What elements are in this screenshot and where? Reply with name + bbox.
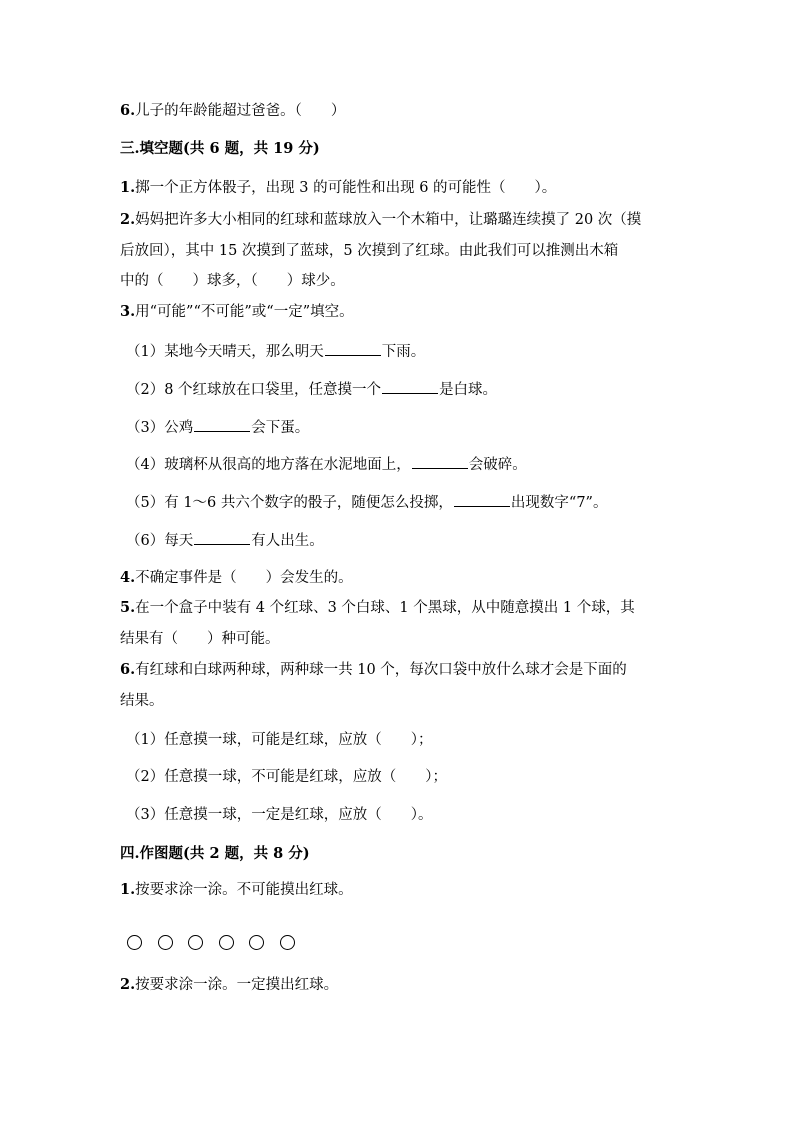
q3-item-2 — [126, 379, 497, 399]
question-number: 6. — [120, 661, 136, 678]
fill-question-6-line-2: 结果。 — [120, 693, 164, 709]
question-text: 掷一个正方体骰子，出现 3 的可能性和出现 6 的可能性（ ）。 — [135, 180, 557, 196]
question-number: 2. — [120, 976, 136, 993]
question-number: 4. — [120, 569, 136, 586]
q6-item-3: （3）任意摸一球，一定是红球，应放（ ）。 — [126, 807, 433, 823]
item-text: 是白球。 — [439, 382, 498, 398]
item-text: （3）公鸡 — [126, 420, 194, 436]
answer-blank[interactable] — [194, 417, 250, 432]
fill-question-5-line-2: 结果有（ ）种可能。 — [120, 631, 280, 647]
question-text: 按要求涂一涂。一定摸出红球。 — [135, 977, 339, 993]
answer-blank[interactable] — [194, 530, 250, 545]
answer-blank[interactable] — [412, 454, 468, 469]
answer-blank[interactable] — [454, 492, 510, 507]
ball-circles-row — [127, 934, 311, 952]
ball-circle[interactable] — [188, 935, 203, 950]
q6-item-1: （1）任意摸一球，可能是红球，应放（ ）； — [126, 732, 433, 748]
question-text: 不确定事件是（ ）会发生的。 — [135, 570, 353, 586]
q3-item-4 — [126, 454, 527, 474]
q3-item-6 — [126, 530, 324, 550]
fill-question-2-line-1 — [120, 210, 641, 230]
ball-circle[interactable] — [219, 935, 234, 950]
section-4-heading: 四.作图题(共 2 题，共 8 分) — [120, 845, 310, 862]
ball-circle[interactable] — [158, 935, 173, 950]
answer-blank[interactable] — [382, 379, 438, 394]
q3-item-1 — [126, 341, 425, 361]
question-number: 5. — [120, 599, 136, 616]
question-number: 6. — [120, 102, 136, 119]
q3-item-5 — [126, 492, 607, 512]
item-text: 下雨。 — [381, 344, 426, 360]
item-text: 有人出生。 — [251, 533, 324, 549]
question-text: 有红球和白球两种球，两种球一共 10 个，每次口袋中放什么球才会是下面的 — [135, 662, 627, 678]
question-number: 2. — [120, 211, 136, 228]
question-text: 用“可能”“不可能”或“一定”填空。 — [135, 304, 354, 320]
question-number: 1. — [120, 881, 136, 898]
q3-item-3 — [126, 417, 309, 437]
item-text: （5）有 1～6 共六个数字的骰子，随便怎么投掷， — [126, 495, 453, 511]
fill-question-2-line-2: 后放回），其中 15 次摸到了蓝球，5 次摸到了红球。由此我们可以推测出木箱 — [120, 243, 619, 259]
judge-question-6 — [120, 101, 345, 121]
drawing-question-2 — [120, 975, 338, 995]
fill-question-5-line-1 — [120, 598, 635, 618]
section-3-heading: 三.填空题(共 6 题，共 19 分) — [120, 140, 320, 157]
item-text: 会下蛋。 — [251, 420, 310, 436]
item-text: （1）某地今天晴天，那么明天 — [126, 344, 324, 360]
item-text: （4）玻璃杯从很高的地方落在水泥地面上， — [126, 457, 411, 473]
item-text: 会破碎。 — [468, 457, 527, 473]
fill-question-4 — [120, 568, 353, 588]
fill-question-2-line-3: 中的（ ）球多，（ ）球少。 — [120, 273, 345, 289]
item-text: 出现数字“7”。 — [510, 495, 608, 511]
fill-question-3 — [120, 302, 354, 322]
drawing-question-1 — [120, 880, 353, 900]
question-text: 在一个盒子中装有 4 个红球、3 个白球、1 个黑球，从中随意摸出 1 个球，其 — [135, 600, 635, 616]
question-text: 儿子的年龄能超过爸爸。（ ） — [135, 103, 346, 119]
question-text: 按要求涂一涂。不可能摸出红球。 — [135, 882, 353, 898]
ball-circle[interactable] — [280, 935, 295, 950]
q6-item-2: （2）任意摸一球，不可能是红球，应放（ ）； — [126, 769, 447, 785]
item-text: （2）8 个红球放在口袋里，任意摸一个 — [126, 382, 382, 398]
fill-question-6-line-1 — [120, 660, 627, 680]
fill-question-1 — [120, 178, 556, 198]
item-text: （6）每天 — [126, 533, 194, 549]
answer-blank[interactable] — [325, 341, 381, 356]
question-text: 妈妈把许多大小相同的红球和蓝球放入一个木箱中，让璐璐连续摸了 20 次（摸 — [135, 212, 642, 228]
question-number: 1. — [120, 179, 136, 196]
question-number: 3. — [120, 303, 136, 320]
ball-circle[interactable] — [249, 935, 264, 950]
ball-circle[interactable] — [127, 935, 142, 950]
